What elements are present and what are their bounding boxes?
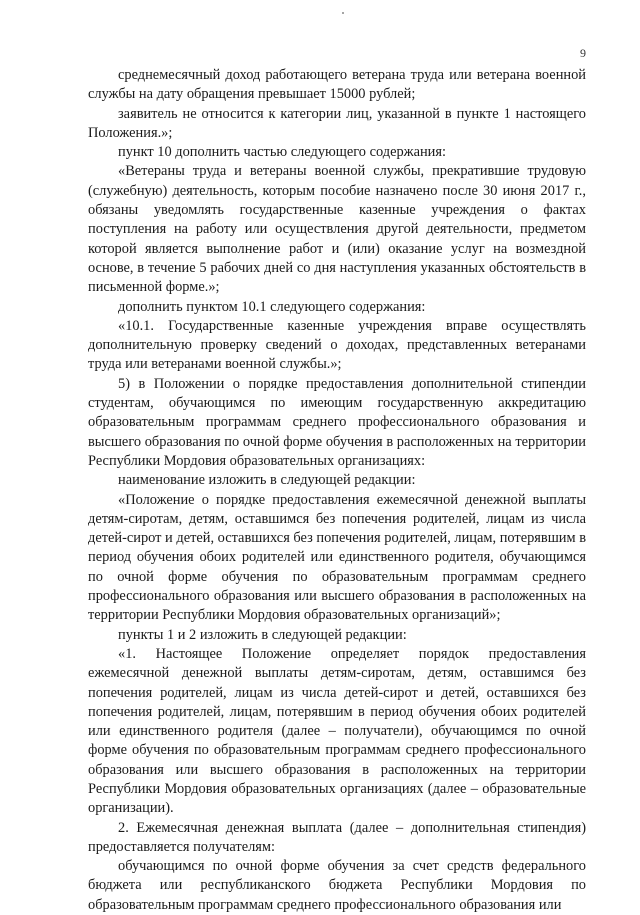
- paragraph-recipients: обучающимся по очной форме обучения за счет средств федерального бюджета или республиканского бюджета Республики Мордовия по образовательным программам среднего профессионального образования или: [88, 858, 586, 913]
- paragraph-points-1-2-intro: пункты 1 и 2 изложить в следующей редакции:: [118, 626, 407, 643]
- paragraph-title-intro: наименование изложить в следующей редакции:: [118, 472, 416, 489]
- page-number: 9: [580, 46, 586, 60]
- paragraph-new-title: «Положение о порядке предоставления ежемесячной денежной выплаты детям-сиротам, детям, оставшимся без попечения родителей, лицам из числа детей-сирот и детей, оставшихся без попечения родителей, лицам, потерявшим в период обучения обоих родителей или единственного родителя, обучающимся по очной форме обучения по образовательным программам среднего профессионального образования или высшего образования в расположенных на территории Республики Мордовия образовательных организаций»;: [88, 491, 586, 624]
- paragraph-point-10-1: «10.1. Государственные казенные учреждения вправе осуществлять дополнительную проверку сведений о доходах, представленных ветеранами труда или ветеранами военной службы.»;: [88, 317, 586, 373]
- paragraph-point-10-intro: пункт 10 дополнить частью следующего содержания:: [118, 144, 447, 161]
- paragraph-point-2: 2. Ежемесячная денежная выплата (далее – дополнительная стипендия) предоставляется получателям:: [88, 819, 586, 855]
- scan-artifact: [342, 12, 344, 14]
- document-body: [88, 66, 586, 915]
- paragraph-item-5: 5) в Положении о порядке предоставления дополнительной стипендии студентам, обучающимся по имеющим государственную аккредитацию образовательным программам среднего профессионального образования и высшего образования по очной форме обучения в расположенных на территории Республики Мордовия образовательных организациях:: [88, 375, 586, 469]
- paragraph-applicant-category: заявитель не относится к категории лиц, указанной в пункте 1 настоящего Положения.»;: [88, 105, 586, 141]
- paragraph-veterans-notice: «Ветераны труда и ветераны военной службы, прекратившие трудовую (служебную) деятельность, которым пособие назначено после 30 июня 2017 г., обязаны уведомлять государственные казенные учреждения о фактах поступления на работу или осуществления другой деятельности, предметом которой является выполнение работ и (или) оказание услуг на возмездной основе, в течение 5 рабочих дней со дня наступления указанных обстоятельств в письменной форме.»;: [88, 163, 586, 296]
- paragraph-point-1: «1. Настоящее Положение определяет порядок предоставления ежемесячной денежной выплаты детям-сиротам, детям, оставшимся без попечения родителей, лицам из числа детей-сирот и детей, оставшихся без попечения родителей, лицам, потерявшим в период обучения обоих родителей или единственного родителя (далее – получатели), обучающимся по очной форме обучения по образовательным программам среднего профессионального образования или высшего образования в расположенных на территории Республики Мордовия образовательных организациях (далее – образовательные организации).: [88, 645, 586, 817]
- paragraph-average-income: среднемесячный доход работающего ветерана труда или ветерана военной службы на дату обращения превышает 15000 рублей;: [88, 67, 586, 103]
- paragraph-point-10-1-intro: дополнить пунктом 10.1 следующего содержания:: [118, 298, 426, 315]
